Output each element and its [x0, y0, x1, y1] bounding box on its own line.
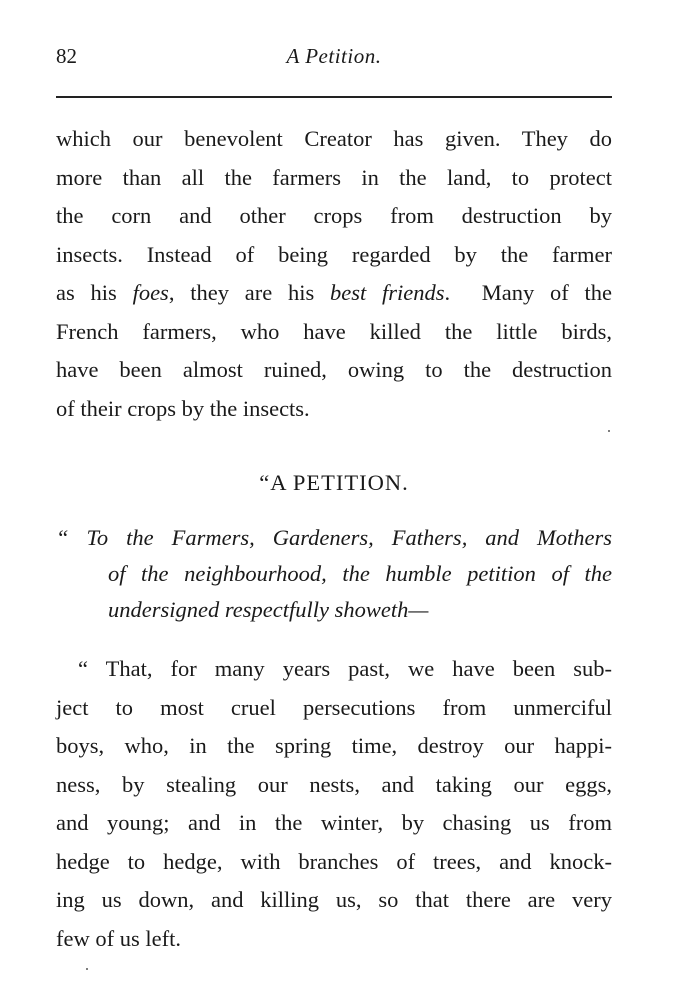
text-segment: as his — [56, 280, 133, 305]
text-line: ject to most cruel persecutions from unmerciful — [56, 694, 612, 720]
print-speck — [86, 968, 88, 970]
italic-phrase-best-friends: best friends — [330, 280, 445, 305]
text-line: few of us left. — [56, 925, 181, 951]
text-segment: , they are his — [168, 280, 331, 305]
address-line: of the neighbourhood, the humble petition of the — [108, 561, 612, 586]
page-header — [56, 44, 612, 74]
print-speck — [608, 430, 610, 432]
text-line: ing us down, and killing us, so that there are very — [56, 887, 612, 912]
text-line: hedge to hedge, with branches of trees, and knock- — [56, 848, 612, 874]
text-line: insects. Instead of being regarded by the farmer — [56, 241, 612, 267]
italic-word-foes: foes — [132, 280, 169, 305]
address-line: undersigned respectfully showeth— — [108, 597, 429, 622]
text-line: ness, by stealing our nests, and taking our eggs, — [56, 771, 612, 797]
text-line: have been almost ruined, owing to the destruction — [56, 357, 612, 382]
text-line-with-italics — [56, 274, 612, 313]
section-heading: “A PETITION. — [259, 470, 409, 495]
petition-address — [56, 520, 612, 628]
text-segment: . Many of the — [444, 280, 613, 305]
text-line: “ That, for many years past, we have been sub- — [78, 656, 612, 681]
text-line: more than all the farmers in the land, to protect — [56, 164, 612, 190]
text-line: the corn and other crops from destruction by — [56, 203, 612, 228]
text-line: which our benevolent Creator has given. They do — [56, 126, 612, 151]
text-line: of their crops by the insects. — [56, 395, 310, 421]
paragraph-petition-body — [56, 650, 612, 958]
running-title: A Petition. — [286, 44, 382, 68]
page-number: 82 — [56, 44, 77, 68]
header-rule — [56, 96, 612, 98]
text-line: boys, who, in the spring time, destroy our happi- — [56, 733, 612, 758]
text-line: and young; and in the winter, by chasing us from — [56, 810, 612, 835]
paragraph-birds-benefit — [56, 120, 612, 428]
text-line: French farmers, who have killed the little birds, — [56, 318, 612, 344]
address-line: “ To the Farmers, Gardeners, Fathers, and Mothers — [56, 525, 612, 550]
